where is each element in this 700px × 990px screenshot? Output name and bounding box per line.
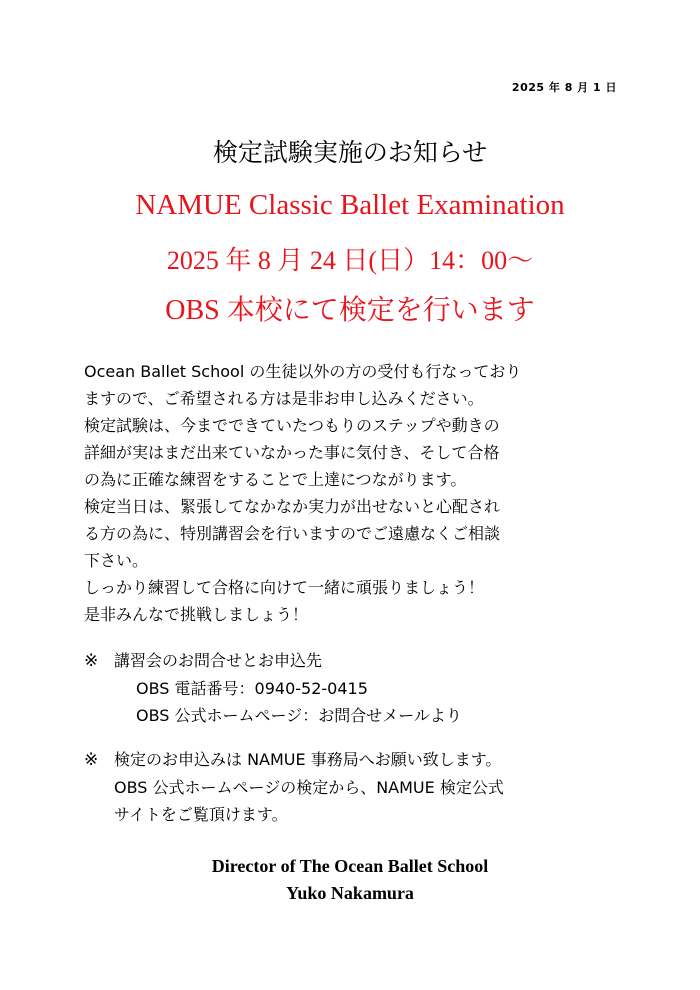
- reference-mark-icon: ※: [84, 750, 99, 770]
- body-line: 検定当日は、緊張してなかなか実力が出せないと心配され: [84, 497, 501, 516]
- body-line: る方の為に、特別講習会を行いますのでご遠慮なくご相談: [84, 524, 501, 543]
- body-line: 詳細が実はまだ出来ていなかった事に気付き、そして合格: [84, 443, 500, 462]
- page-title: 検定試験実施のお知らせ: [212, 138, 488, 167]
- note-line: サイトをご覧頂けます。: [114, 805, 288, 824]
- date: 2025 年 8 月 1 日: [511, 81, 617, 94]
- phone-number: OBS 電話番号：0940-52-0415: [136, 679, 368, 698]
- body-line: の為に正確な練習をすることで上達につながります。: [84, 470, 467, 489]
- signature-title: Director of The Ocean Ballet School: [211, 856, 489, 876]
- signature: [0, 853, 700, 907]
- body-line: 下さい。: [84, 551, 149, 570]
- note-inquiry: [84, 647, 644, 729]
- note-line: OBS 公式ホームページの検定から、NAMUE 検定公式: [114, 778, 504, 797]
- website-contact: OBS 公式ホームページ：お問合せメールより: [136, 706, 462, 725]
- headline-date-time: 2025 年 8 月 24 日(日）14：00～: [166, 246, 534, 275]
- body-text: [84, 358, 624, 628]
- note-title: 講習会のお問合せとお申込先: [114, 651, 323, 670]
- signature-name: Yuko Nakamura: [286, 883, 414, 903]
- body-line: 検定試験は、今までできていたつもりのステップや動きの: [84, 416, 500, 435]
- headline-location: OBS 本校にて検定を行います: [165, 295, 535, 326]
- body-line: しっかり練習して合格に向けて一緒に頑張りましょう！: [84, 578, 485, 597]
- reference-mark-icon: ※: [84, 651, 99, 671]
- body-line: Ocean Ballet School の生徒以外の方の受付も行なっており: [84, 362, 522, 381]
- headline-exam-name: NAMUE Classic Ballet Examination: [135, 189, 565, 221]
- note-line: 検定のお申込みは NAMUE 事務局へお願い致します。: [114, 750, 502, 769]
- body-line: 是非みんなで挑戦しましょう！: [84, 605, 309, 624]
- body-line: ますので、ご希望される方は是非お申し込みください。: [84, 389, 484, 408]
- note-application: [84, 746, 644, 828]
